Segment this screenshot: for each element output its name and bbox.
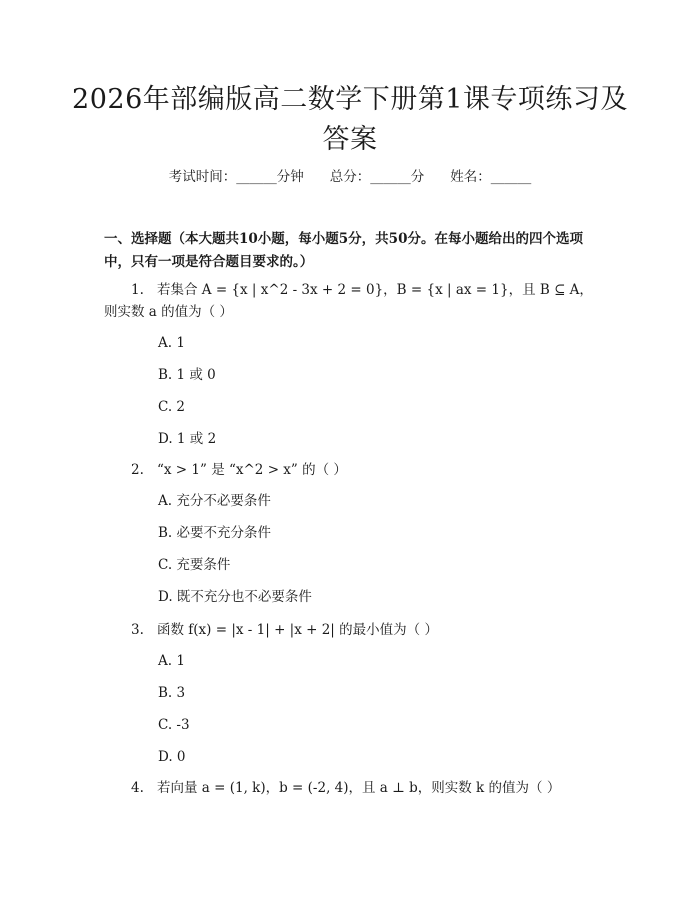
section-heading: 一、选择题（本大题共10小题，每小题5分，共50分。在每小题给出的四个选项中，只有一项是符合题目要求的。） xyxy=(104,231,583,270)
question-text: 函数 f(x) = |x - 1| + |x + 2| 的最小值为（ ） xyxy=(157,622,438,638)
question-3 xyxy=(104,619,598,641)
option-1d: D. 1 或 2 xyxy=(158,431,217,447)
exam-time: 考试时间：______分钟 xyxy=(168,169,304,185)
question-1 xyxy=(104,279,598,323)
question-number: 2. xyxy=(131,462,144,478)
exam-total-score: 总分：______分 xyxy=(329,169,425,185)
question-text: 若集合 A = {x | x^2 - 3x + 2 = 0}，B = {x | ax = 1}，且 B ⊆ A，则实数 a 的值为（ ） xyxy=(104,282,593,320)
exam-meta xyxy=(0,167,700,187)
question-number: 1. xyxy=(131,282,144,298)
option-2c: C. 充要条件 xyxy=(158,557,231,573)
option-3d: D. 0 xyxy=(158,749,186,765)
question-number: 3. xyxy=(131,622,144,638)
option-3c: C. -3 xyxy=(158,717,190,733)
option-2b: B. 必要不充分条件 xyxy=(158,525,272,541)
question-2 xyxy=(104,459,598,481)
question-text: 若向量 a = (1, k)，b = (-2, 4)，且 a ⊥ b，则实数 k 的值为（ ） xyxy=(157,780,561,796)
option-2a: A. 充分不必要条件 xyxy=(158,493,271,509)
option-1b: B. 1 或 0 xyxy=(158,367,216,383)
option-1c: C. 2 xyxy=(158,399,186,415)
option-1a: A. 1 xyxy=(158,335,185,351)
option-2d: D. 既不充分也不必要条件 xyxy=(158,589,312,605)
student-name: 姓名：______ xyxy=(450,169,532,185)
option-3a: A. 1 xyxy=(158,653,185,669)
question-number: 4. xyxy=(131,780,144,796)
option-3b: B. 3 xyxy=(158,685,186,701)
question-4 xyxy=(104,777,598,799)
document-title: 2026年部编版高二数学下册第1课专项练习及答案 xyxy=(72,84,628,155)
question-text: “x > 1” 是 “x^2 > x” 的（ ） xyxy=(157,462,347,478)
